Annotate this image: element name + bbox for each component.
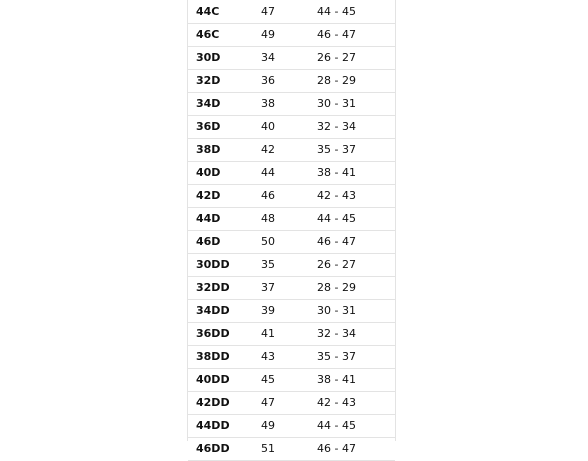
size-cell: 42D — [188, 184, 261, 207]
bust-cell: 50 — [261, 230, 317, 253]
bust-cell: 41 — [261, 322, 317, 345]
table-row — [188, 276, 395, 299]
band-cell: 46 - 47 — [317, 230, 395, 253]
table-row — [188, 414, 395, 437]
table-row — [188, 46, 395, 69]
size-cell: 38D — [188, 138, 261, 161]
size-cell: 40DD — [188, 368, 261, 391]
band-cell: 42 - 43 — [317, 391, 395, 414]
table-row — [188, 299, 395, 322]
band-cell: 28 - 29 — [317, 69, 395, 92]
table-row — [188, 230, 395, 253]
bust-cell: 35 — [261, 253, 317, 276]
band-cell: 30 - 31 — [317, 299, 395, 322]
size-table-body — [188, 0, 395, 460]
bust-cell: 46 — [261, 184, 317, 207]
bust-cell: 44 — [261, 161, 317, 184]
band-cell: 26 - 27 — [317, 253, 395, 276]
band-cell: 32 - 34 — [317, 115, 395, 138]
size-cell: 38DD — [188, 345, 261, 368]
band-cell: 26 - 27 — [317, 46, 395, 69]
bust-cell: 48 — [261, 207, 317, 230]
size-cell: 36DD — [188, 322, 261, 345]
band-cell: 44 - 45 — [317, 0, 395, 23]
size-cell: 36D — [188, 115, 261, 138]
band-cell: 32 - 34 — [317, 322, 395, 345]
size-cell: 44DD — [188, 414, 261, 437]
bust-cell: 42 — [261, 138, 317, 161]
size-cell: 30DD — [188, 253, 261, 276]
size-cell: 30D — [188, 46, 261, 69]
size-table — [188, 0, 395, 461]
table-row — [188, 138, 395, 161]
table-row — [188, 69, 395, 92]
bust-cell: 39 — [261, 299, 317, 322]
band-cell: 30 - 31 — [317, 92, 395, 115]
table-row — [188, 391, 395, 414]
size-cell: 44C — [188, 0, 261, 23]
bust-cell: 40 — [261, 115, 317, 138]
size-cell: 44D — [188, 207, 261, 230]
band-cell: 38 - 41 — [317, 368, 395, 391]
bust-cell: 49 — [261, 23, 317, 46]
size-cell: 46DD — [188, 437, 261, 460]
table-row — [188, 345, 395, 368]
band-cell: 44 - 45 — [317, 414, 395, 437]
size-cell: 32D — [188, 69, 261, 92]
bust-cell: 51 — [261, 437, 317, 460]
size-cell: 42DD — [188, 391, 261, 414]
band-cell: 44 - 45 — [317, 207, 395, 230]
bust-cell: 37 — [261, 276, 317, 299]
table-row — [188, 322, 395, 345]
size-cell: 32DD — [188, 276, 261, 299]
table-row — [188, 23, 395, 46]
size-cell: 46C — [188, 23, 261, 46]
band-cell: 28 - 29 — [317, 276, 395, 299]
band-cell: 35 - 37 — [317, 345, 395, 368]
size-cell: 40D — [188, 161, 261, 184]
bust-cell: 34 — [261, 46, 317, 69]
band-cell: 35 - 37 — [317, 138, 395, 161]
bust-cell: 47 — [261, 391, 317, 414]
size-cell: 46D — [188, 230, 261, 253]
bust-cell: 38 — [261, 92, 317, 115]
table-row — [188, 184, 395, 207]
bust-cell: 36 — [261, 69, 317, 92]
band-cell: 46 - 47 — [317, 437, 395, 460]
table-row — [188, 253, 395, 276]
band-cell: 38 - 41 — [317, 161, 395, 184]
bust-cell: 45 — [261, 368, 317, 391]
size-chart-table — [187, 0, 396, 455]
table-row — [188, 437, 395, 460]
table-row — [188, 0, 395, 23]
table-row — [188, 92, 395, 115]
size-cell: 34DD — [188, 299, 261, 322]
table-row — [188, 368, 395, 391]
bust-cell: 47 — [261, 0, 317, 23]
bust-cell: 43 — [261, 345, 317, 368]
band-cell: 46 - 47 — [317, 23, 395, 46]
band-cell: 42 - 43 — [317, 184, 395, 207]
table-row — [188, 207, 395, 230]
bust-cell: 49 — [261, 414, 317, 437]
size-cell: 34D — [188, 92, 261, 115]
table-row — [188, 161, 395, 184]
table-row — [188, 115, 395, 138]
